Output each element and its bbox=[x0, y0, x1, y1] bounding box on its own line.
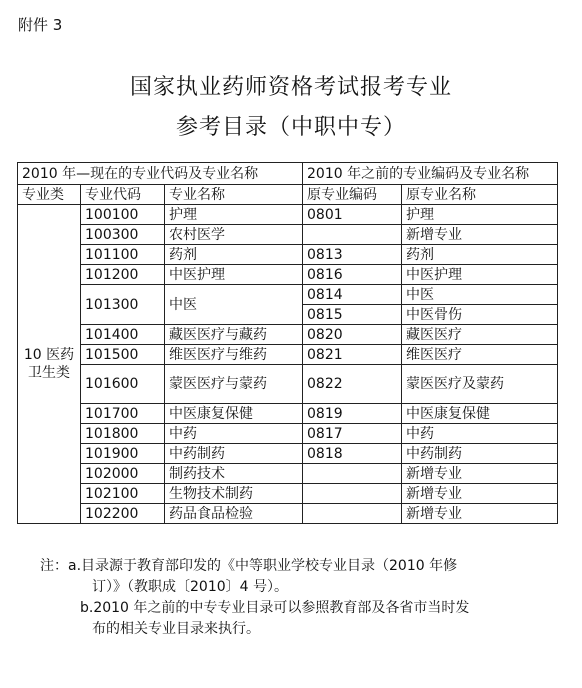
old-name-cell: 中医护理 bbox=[402, 265, 558, 285]
old-code-cell: 0821 bbox=[303, 345, 402, 365]
category-cell: 10 医药卫生类 bbox=[18, 205, 81, 524]
old-code-cell bbox=[303, 225, 402, 245]
old-code-cell: 0818 bbox=[303, 444, 402, 464]
table-row bbox=[18, 504, 558, 524]
old-code-cell bbox=[303, 484, 402, 504]
code-cell: 102200 bbox=[81, 504, 165, 524]
major-catalog-table bbox=[17, 162, 558, 524]
code-cell: 102000 bbox=[81, 464, 165, 484]
table-row bbox=[18, 404, 558, 424]
code-cell: 101400 bbox=[81, 325, 165, 345]
code-cell: 100100 bbox=[81, 205, 165, 225]
name-cell: 中医 bbox=[165, 285, 303, 325]
name-cell: 中药 bbox=[165, 424, 303, 444]
name-cell: 蒙医医疗与蒙药 bbox=[165, 365, 303, 404]
code-cell: 102100 bbox=[81, 484, 165, 504]
name-cell: 维医医疗与维药 bbox=[165, 345, 303, 365]
old-code-cell: 0813 bbox=[303, 245, 402, 265]
note-b-line1: b.2010 年之前的中专专业目录可以参照教育部及各省市当时发 bbox=[80, 600, 470, 616]
header-old-name: 原专业名称 bbox=[402, 185, 558, 205]
old-code-cell bbox=[303, 464, 402, 484]
header-name: 专业名称 bbox=[165, 185, 303, 205]
code-cell: 101100 bbox=[81, 245, 165, 265]
old-code-cell: 0801 bbox=[303, 205, 402, 225]
note-a-line1: 注：a.目录源于教育部印发的《中等职业学校专业目录（2010 年修 bbox=[40, 558, 458, 574]
table-row bbox=[18, 245, 558, 265]
table-row bbox=[18, 285, 558, 305]
code-cell: 101300 bbox=[81, 285, 165, 325]
old-name-cell: 中药 bbox=[402, 424, 558, 444]
old-code-cell: 0820 bbox=[303, 325, 402, 345]
name-cell: 藏医医疗与藏药 bbox=[165, 325, 303, 345]
header-code: 专业代码 bbox=[81, 185, 165, 205]
page-title-line2: 参考目录（中职中专） bbox=[175, 115, 406, 140]
name-cell: 药品食品检验 bbox=[165, 504, 303, 524]
table-row bbox=[18, 325, 558, 345]
table-row bbox=[18, 205, 558, 225]
old-name-cell: 新增专业 bbox=[402, 464, 558, 484]
old-code-cell: 0815 bbox=[303, 305, 402, 325]
attachment-label: 附件 3 bbox=[18, 16, 63, 34]
old-name-cell: 蒙医医疗及蒙药 bbox=[402, 365, 558, 404]
page-title-line1: 国家执业药师资格考试报考专业 bbox=[129, 75, 452, 100]
old-name-cell: 中医 bbox=[402, 285, 558, 305]
header-group-before: 2010 年之前的专业编码及专业名称 bbox=[303, 163, 558, 185]
code-cell: 101600 bbox=[81, 365, 165, 404]
code-cell: 100300 bbox=[81, 225, 165, 245]
old-name-cell: 维医医疗 bbox=[402, 345, 558, 365]
old-code-cell bbox=[303, 504, 402, 524]
table-row bbox=[18, 444, 558, 464]
table-row bbox=[18, 265, 558, 285]
old-code-cell: 0816 bbox=[303, 265, 402, 285]
old-name-cell: 中医骨伤 bbox=[402, 305, 558, 325]
code-cell: 101800 bbox=[81, 424, 165, 444]
old-name-cell: 中药制药 bbox=[402, 444, 558, 464]
old-code-cell: 0814 bbox=[303, 285, 402, 305]
old-code-cell: 0819 bbox=[303, 404, 402, 424]
code-cell: 101200 bbox=[81, 265, 165, 285]
old-name-cell: 中医康复保健 bbox=[402, 404, 558, 424]
table-row bbox=[18, 365, 558, 404]
header-group-current: 2010 年—现在的专业代码及专业名称 bbox=[18, 163, 303, 185]
name-cell: 生物技术制药 bbox=[165, 484, 303, 504]
table-body bbox=[18, 205, 558, 524]
old-name-cell: 新增专业 bbox=[402, 225, 558, 245]
table-row bbox=[18, 464, 558, 484]
notes bbox=[40, 556, 560, 640]
note-a-line2: 订）》（教职成〔2010〕4 号）。 bbox=[92, 579, 288, 595]
code-cell: 101500 bbox=[81, 345, 165, 365]
code-cell: 101700 bbox=[81, 404, 165, 424]
old-code-cell: 0817 bbox=[303, 424, 402, 444]
name-cell: 药剂 bbox=[165, 245, 303, 265]
name-cell: 制药技术 bbox=[165, 464, 303, 484]
name-cell: 中医护理 bbox=[165, 265, 303, 285]
table-row bbox=[18, 484, 558, 504]
name-cell: 护理 bbox=[165, 205, 303, 225]
table-row bbox=[18, 225, 558, 245]
code-cell: 101900 bbox=[81, 444, 165, 464]
header-old-code: 原专业编码 bbox=[303, 185, 402, 205]
old-name-cell: 新增专业 bbox=[402, 484, 558, 504]
table-row bbox=[18, 345, 558, 365]
old-name-cell: 藏医医疗 bbox=[402, 325, 558, 345]
old-name-cell: 新增专业 bbox=[402, 504, 558, 524]
name-cell: 中医康复保健 bbox=[165, 404, 303, 424]
old-name-cell: 药剂 bbox=[402, 245, 558, 265]
old-name-cell: 护理 bbox=[402, 205, 558, 225]
table-row bbox=[18, 424, 558, 444]
header-category: 专业类 bbox=[18, 185, 81, 205]
old-code-cell: 0822 bbox=[303, 365, 402, 404]
name-cell: 中药制药 bbox=[165, 444, 303, 464]
name-cell: 农村医学 bbox=[165, 225, 303, 245]
note-b-line2: 布的相关专业目录来执行。 bbox=[92, 621, 260, 637]
